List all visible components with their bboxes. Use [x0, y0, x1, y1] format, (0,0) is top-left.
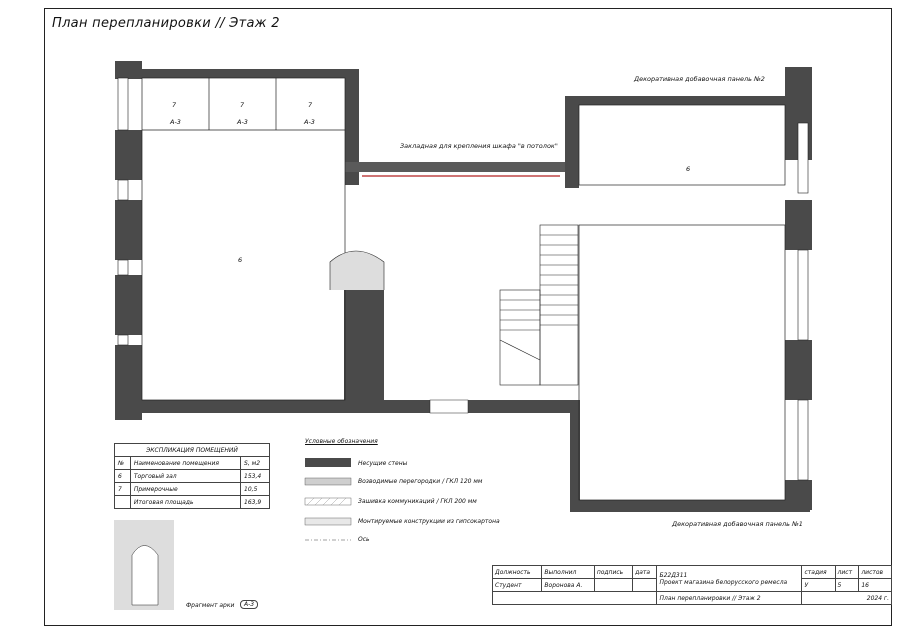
- explication-cell: 153,4: [241, 470, 270, 483]
- explication-cell: [115, 496, 131, 509]
- stamp-sheet-header: лист: [835, 566, 859, 579]
- arch-tag-3: А-3: [304, 118, 315, 126]
- legend-item: Зашивка коммуникаций / ГКЛ 200 мм: [358, 498, 477, 505]
- explication-header: S, м2: [241, 457, 270, 470]
- legend-item: Монтируемые конструкции из гипсокартона: [358, 518, 500, 525]
- stamp-done-header: Выполнил: [542, 566, 594, 579]
- stairs: [500, 225, 578, 385]
- stamp-year: 2024 г.: [802, 592, 892, 605]
- room-tag-hall-main: 6: [238, 256, 243, 264]
- stamp-date-header: дата: [633, 566, 657, 579]
- stamp-code: Б22Д311: [659, 571, 688, 579]
- stamp-stage-header: стадия: [802, 566, 835, 579]
- note-panel-2: Декоративная добавочная панель №2: [634, 75, 765, 83]
- explication-header: Наименование помещения: [130, 457, 240, 470]
- room-tag-hall-right: 6: [686, 165, 691, 173]
- legend-item: Ось: [358, 536, 370, 543]
- explication-cell: 10,5: [241, 483, 270, 496]
- stamp-role: Студент: [493, 579, 542, 592]
- legend-item: Возводимые перегородки / ГКЛ 120 мм: [358, 478, 483, 485]
- explication-cell: Торговый зал: [130, 470, 240, 483]
- explication-cell: 7: [115, 483, 131, 496]
- explication-header: №: [115, 457, 131, 470]
- page-title: План перепланировки // Этаж 2: [52, 16, 280, 31]
- room-tag-fitting-1: 7: [172, 101, 177, 109]
- stamp-sheet-title: План перепланировки // Этаж 2: [657, 592, 802, 605]
- arch-tag-1: А-3: [170, 118, 181, 126]
- stamp-sheets-header: листов: [859, 566, 892, 579]
- stamp-sheet: 5: [835, 579, 859, 592]
- explication-caption: ЭКСПЛИКАЦИЯ ПОМЕЩЕНИЙ: [115, 444, 270, 457]
- stamp-sheets: 16: [859, 579, 892, 592]
- explication-cell: Итоговая площадь: [130, 496, 240, 509]
- explication-cell: Примерочные: [130, 483, 240, 496]
- explication-cell: 163,9: [241, 496, 270, 509]
- title-block: [492, 565, 892, 626]
- note-panel-1: Декоративная добавочная панель №1: [672, 520, 803, 528]
- stamp-stage: У: [802, 579, 835, 592]
- explication-cell: 6: [115, 470, 131, 483]
- arch-tag-2: А-3: [237, 118, 248, 126]
- fragment-tag: А-3: [240, 600, 258, 609]
- stamp-role-header: Должность: [493, 566, 542, 579]
- explication-table: [114, 443, 270, 509]
- legend-item: Несущие стены: [358, 460, 408, 467]
- room-tag-fitting-2: 7: [240, 101, 245, 109]
- room-tag-fitting-3: 7: [308, 101, 313, 109]
- note-cabinet-embed: Закладная для крепления шкафа "в потолок": [400, 142, 558, 150]
- stamp-sign-header: подпись: [594, 566, 632, 579]
- stamp-project: Проект магазина белорусского ремесла: [659, 578, 788, 586]
- legend-caption: Условные обозначения: [305, 438, 378, 445]
- stamp-author: Воронова А.: [542, 579, 594, 592]
- fragment-label: Фрагмент арки: [186, 602, 235, 609]
